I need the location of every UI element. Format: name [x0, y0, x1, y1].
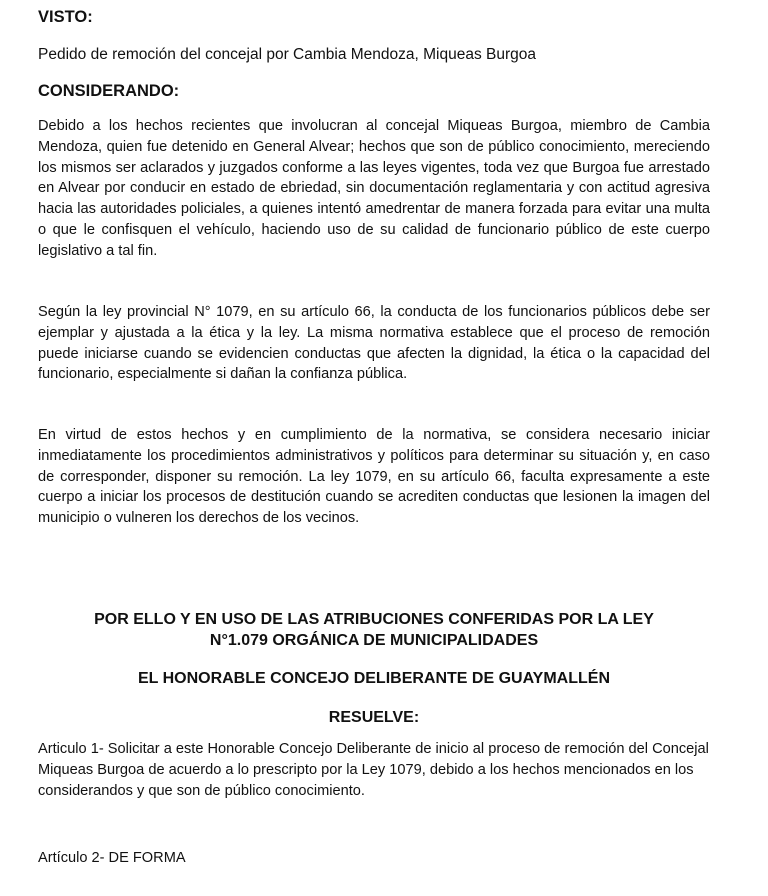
- considerando-paragraph: Según la ley provincial N° 1079, en su artículo 66, la conducta de los funcionarios públicos debe ser ejemplar y ajustada a la ética y la ley. La misma normativa establece que el proceso de remoción puede iniciarse cuando se evidencien conductas que afecten la dignidad, la ética o la capacidad del funcionario, especialmente si dañan la confianza pública.: [38, 304, 710, 383]
- por-ello-line: POR ELLO Y EN USO DE LAS ATRIBUCIONES CONFERIDAS POR LA LEY: [94, 611, 654, 628]
- por-ello-line: N°1.079 ORGÁNICA DE MUNICIPALIDADES: [209, 632, 539, 649]
- visto-heading: VISTO:: [38, 8, 93, 26]
- por-ello-heading: [30, 609, 718, 651]
- considerando-heading: CONSIDERANDO:: [38, 82, 180, 100]
- articulo-1: Articulo 1- Solicitar a este Honorable Concejo Deliberante de inicio al proceso de remoción del Concejal Miqueas Burgoa de acuerdo a lo prescripto por la Ley 1079, debido a los hechos mencionados en los considerandos y que son de público conocimiento.: [38, 741, 709, 799]
- concejo-heading: EL HONORABLE CONCEJO DELIBERANTE DE GUAYMALLÉN: [137, 670, 611, 687]
- visto-text: Pedido de remoción del concejal por Cambia Mendoza, Miqueas Burgoa: [38, 46, 537, 63]
- considerando-paragraph: Debido a los hechos recientes que involucran al concejal Miqueas Burgoa, miembro de Cambia Mendoza, quien fue detenido en General Alvear; hechos que son de público conocimiento, mereciendo los mismos ser aclarados y juzgados conforme a las leyes vigentes, toda vez que Burgoa fue arrestado en Alvear por conducir en estado de ebriedad, sin documentación reglamentaria y con actitud agresiva hacia las autoridades policiales, a quienes intentó amedrentar de manera forzada para evitar una multa o que le confisquen el vehículo, haciendo uso de su calidad de funcionario público de este cuerpo legislativo a tal fin.: [38, 118, 710, 259]
- articulo-2: Artículo 2- DE FORMA: [38, 850, 186, 866]
- resuelve-heading: RESUELVE:: [328, 709, 420, 726]
- considerando-paragraph: En virtud de estos hechos y en cumplimiento de la normativa, se considera necesario iniciar inmediatamente los procedimientos administrativos y políticos para determinar su situación y, en caso de corresponder, disponer su remoción. La ley 1079, en su artículo 66, faculta expresamente a este cuerpo a iniciar los procesos de destitución cuando se acrediten conductas que lesionen la imagen del municipio o vulneren los derechos de los vecinos.: [38, 427, 710, 527]
